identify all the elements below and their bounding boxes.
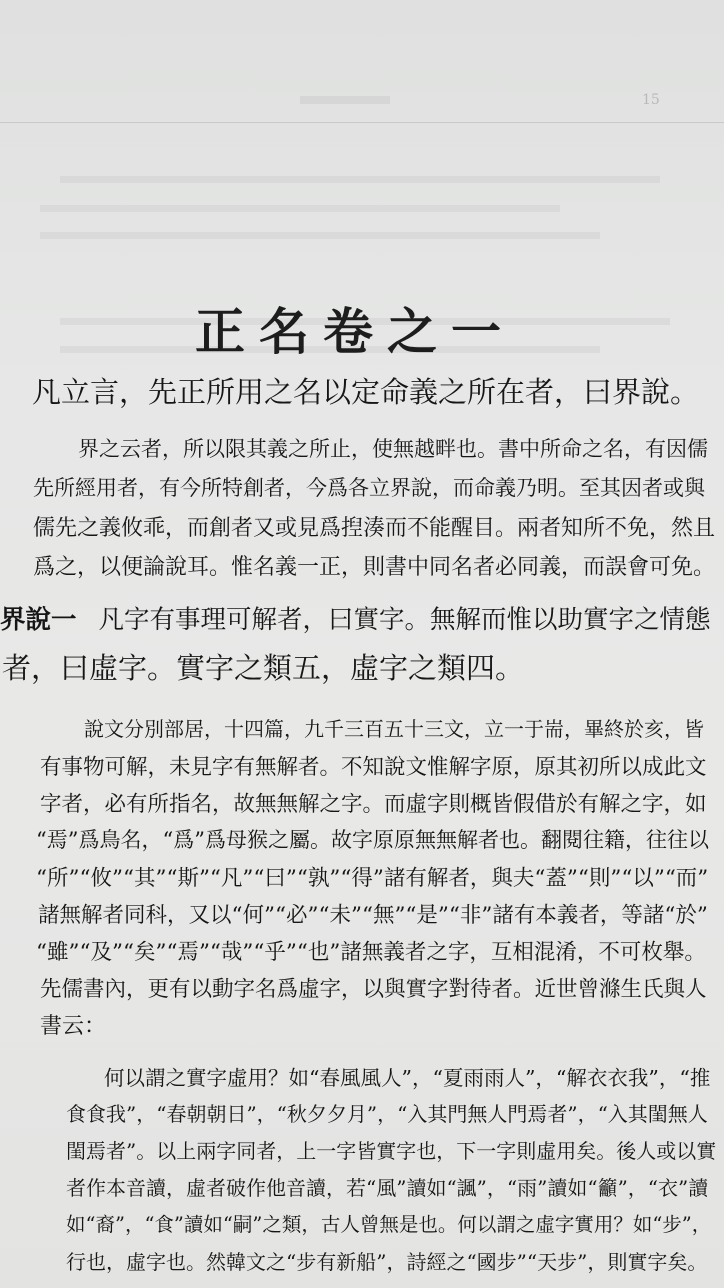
header-rule <box>0 122 724 123</box>
commentary-line: “所”“攸”“其”“斯”“凡”“曰”“孰”“得”諸有解者，與夫“蓋”“則”“以”“而” <box>36 866 709 891</box>
intro-commentary-line: 爲之，以便論說耳。惟名義一正，則書中同名者必同義，而誤會可免。 <box>33 555 716 580</box>
running-header <box>300 96 390 104</box>
commentary-line: 先儒書內，更有以動字名爲虛字，以與實字對待者。近世曾滌生氏與人 <box>40 977 707 1002</box>
chapter-title: 正名卷之一 <box>195 301 515 361</box>
commentary-line: 字者，必有所指名，故無無解之字。而虛字則概皆假借於有解之字，如 <box>40 792 707 817</box>
intro-commentary-line: 界之云者，所以限其義之所止，使無越畔也。書中所命之名，有因儒 <box>78 437 708 461</box>
commentary-line: 說文分別部居，十四篇，九千三百五十三文，立一于耑，畢終於亥，皆 <box>84 717 704 741</box>
quotation-line: 食食我”，“春朝朝日”，“秋夕夕月”，“入其門無人門焉者”，“入其閨無人 <box>66 1102 708 1126</box>
bleed-through-line <box>40 205 560 212</box>
bleed-through-line <box>40 232 600 239</box>
commentary-line: “雖”“及”“矣”“焉”“哉”“乎”“也”諸無義者之字，互相混淆，不可枚舉。 <box>36 940 706 965</box>
quotation-line: 行也，虛字也。然韓文之“步有新船”，詩經之“國步”“天步”，則實字矣。 <box>66 1250 708 1274</box>
definition-text: 凡字有事理可解者，曰實字。無解而惟以助實字之情態 <box>98 605 711 635</box>
commentary-line: 諸無解者同科，又以“何”“必”“未”“無”“是”“非”諸有本義者，等諸“於” <box>38 903 708 928</box>
commentary-line: 書云： <box>40 1014 107 1039</box>
quotation-line: 閨焉者”。以上兩字同者，上一字皆實字也，下一字則虛用矣。後人或以實 <box>66 1139 717 1163</box>
bleed-through-line <box>60 176 660 183</box>
intro-commentary-line: 先所經用者，有今所特創者，今爲各立界說，而命義乃明。至其因者或與 <box>33 476 705 500</box>
page-number: 15 <box>642 92 660 108</box>
quotation-line: 如“裔”，“食”讀如“嗣”之類，古人曾無是也。何以謂之虛字實用？如“步”， <box>66 1213 712 1236</box>
definition-line-2: 者，曰虛字。實字之類五，虛字之類四。 <box>2 651 525 685</box>
commentary-line: 有事物可解，未見字有無解者。不知說文惟解字原，原其初所以成此文 <box>40 755 707 780</box>
definition-line <box>0 600 711 636</box>
commentary-line: “焉”爲鳥名，“爲”爲母猴之屬。故字原原無無解者也。翻閱往籍，往往以 <box>36 828 709 852</box>
quotation-line: 何以謂之實字虛用？如“春風風人”，“夏雨雨人”，“解衣衣我”，“推 <box>104 1066 711 1090</box>
quotation-line: 者作本音讀，虛者破作他音讀，若“風”讀如“諷”，“雨”讀如“籲”，“衣”讀 <box>66 1176 709 1200</box>
definition-label: 界說一 <box>0 605 77 635</box>
intro-sentence: 凡立言，先正所用之名以定命義之所在者，曰界說。 <box>32 375 700 409</box>
intro-commentary-line: 儒先之義攸乖，而創者又或見爲揑湊而不能醒目。兩者知所不免，然且 <box>33 516 716 541</box>
